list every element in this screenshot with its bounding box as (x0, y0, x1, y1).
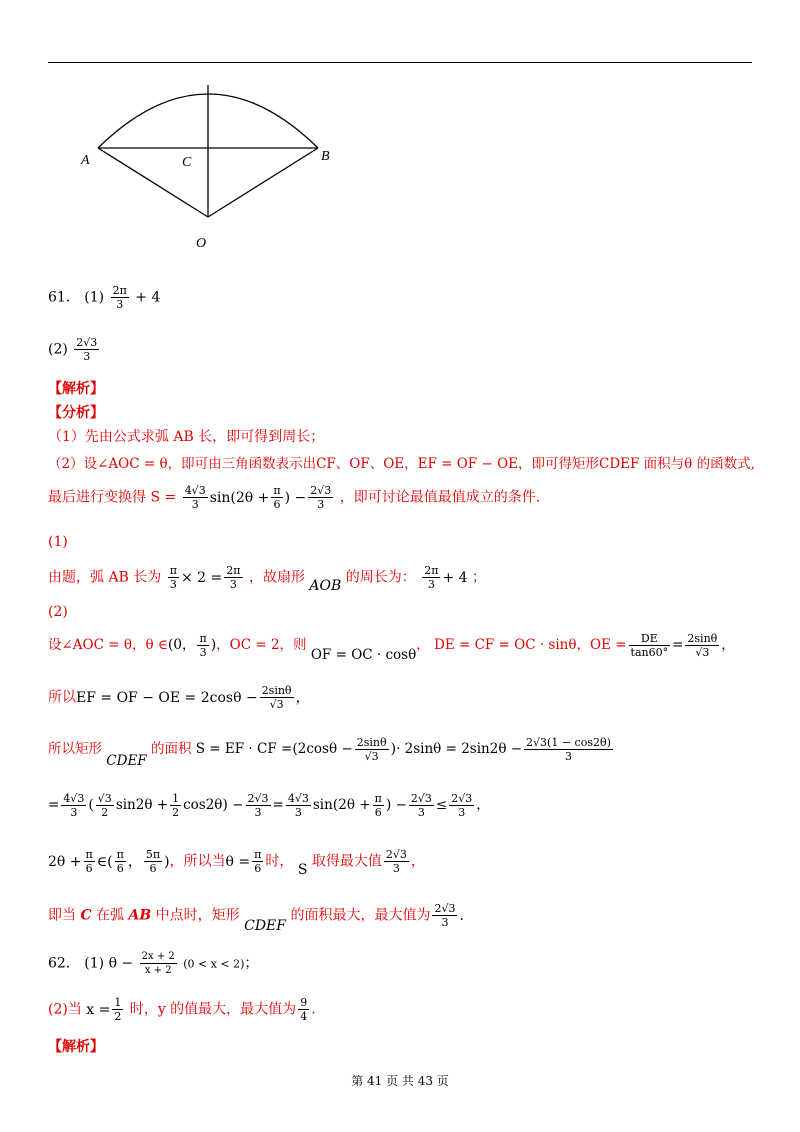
sol2-l6-cdef: CDEF (244, 917, 286, 934)
sol2-l5-a: ，所以当 (169, 853, 226, 870)
sol2-l5-s: S (297, 861, 308, 878)
sector-figure (78, 80, 348, 250)
q61-p1-num: 2π (112, 284, 127, 297)
q61-fenxi-2: （2）设∠AOC = θ，即可由三角函数表示出CF、OF、OE，EF = OF − OE，即可得矩形CDEF 面积与θ 的函数式, (48, 456, 755, 472)
q61-p2-num: 2√3 (76, 336, 98, 349)
q61-p1-label: (1) (84, 289, 105, 306)
sol2-l5-b: 时， (265, 853, 294, 870)
sol2-l6-c: C (80, 907, 92, 924)
q62-p1-num: 2x + 2 (141, 951, 175, 962)
q61-number: 61． (48, 289, 80, 306)
q62-p1-text: θ − (108, 955, 134, 972)
sol2-l6-e: 的面积最大，最大值为 (290, 907, 431, 924)
q62-analysis-heading: 【解析】 (48, 1039, 104, 1055)
q61-sol2-line2: 所以EF = OF − OE = 2cosθ − $\frac{2\sin\theta}{√3}$ ， (48, 684, 310, 711)
q62-p2-text: 时，y 的值最大，最大值为 (129, 1001, 297, 1018)
sol2-l6-b: 在弧 (96, 907, 125, 924)
q62-part1 (48, 950, 258, 977)
sol2-l1-c: ， DE = CF = OC · sinθ，OE = (416, 637, 627, 653)
fenxi-3-post: ，即可讨论最值最值成立的条件. (339, 489, 541, 506)
q62-p2-label: (2)当 (48, 1001, 82, 1018)
q61-sol2-line3: 所以矩形 CDEF 的面积 S = EF · CF =(2cosθ − $\frac{2\sin\theta}{√3}$ )· 2sinθ = 2sin2θ − $\frac{2√3(1 - \cos 2\theta)}{3}$ (48, 736, 611, 769)
sol2-l2-a: 所以 (48, 689, 76, 706)
radius-ob (208, 148, 318, 217)
q61-sol2-line6: 即当 C 在弧 AB 中点时，矩形 CDEF 的面积最大，最大值为 $\frac{2√3}{3}$ . (48, 902, 464, 934)
fenxi-frac-1: $\frac{4√3}{3}$ (184, 484, 206, 511)
q61-fenxi-1: （1）先由公式求弧 AB 长，即可得到周长； (48, 429, 325, 445)
q62-p2-end: . (311, 1001, 316, 1018)
q61-p1-tail: + 4 (135, 289, 161, 306)
sol2-l3-cdef: CDEF (106, 753, 147, 769)
q61-sol1-label: (1) (48, 534, 68, 550)
sol2-l3-c: S = EF · CF = (195, 741, 293, 757)
q61-p1-den: 3 (116, 298, 124, 311)
fenxi-3-pre: 最后进行变换得 S = (48, 489, 177, 506)
sol1-text-a: 由题，弧 AB 长为 (48, 569, 162, 586)
sol2-l5-c: 取得最大值 (311, 853, 382, 870)
q62-p1-cond: (0 < x < 2) (183, 957, 245, 971)
sol2-l1-b: ，OC = 2，则 (216, 637, 307, 653)
sol2-l4-b: cos2θ (183, 797, 223, 813)
label-a: A (81, 153, 90, 168)
q62-p1-den: x + 2 (144, 965, 172, 976)
q61-p2-frac (74, 336, 99, 363)
sol1-text-b: ，故扇形 (248, 569, 305, 586)
sol2-l2-b: EF = OF − OE = 2cosθ − (76, 689, 258, 706)
label-o: O (196, 236, 207, 250)
q61-fenxi-3: 最后进行变换得 S = $\frac{4√3}{3}$ sin(2θ + $\frac{\pi}{6}$ ) − $\frac{2√3}{3}$ ，即可讨论最值最值成立的条件. (48, 484, 541, 511)
q61-sol1-text: 由题，弧 AB 长为 $\frac{\pi}{3}$ × 2 = $\frac{2\pi}{3}$ ，故扇形 AOB 的周长为： $\frac{2\pi}{3}$ + 4 ； (48, 564, 486, 594)
q61-part2-answer (48, 336, 101, 363)
label-b: B (321, 149, 330, 164)
q61-p2-den: 3 (83, 350, 91, 363)
sol2-l3-b: 的面积 (150, 741, 192, 757)
q61-part1-answer (48, 284, 160, 311)
q61-sol2-line5: 2θ + $\frac{\pi}{6}$ ∈( $\frac{\pi}{6}$ ， $\frac{5\pi}{6}$ )，所以当θ = $\frac{\pi}{6}$ 时， S 取得最大值 $\frac{2√3}{3}$ ， (48, 848, 425, 878)
sol2-l6-a: 即当 (48, 907, 76, 924)
sol2-l1-a: 设∠AOC = θ，θ ∈ (48, 637, 168, 653)
sol2-l4: sin2θ + (115, 797, 169, 813)
sol2-l6-d: 中点时，矩形 (155, 907, 240, 924)
radius-oa (98, 148, 208, 217)
sol1-text-d: ； (472, 569, 486, 586)
header-rule (48, 62, 752, 63)
sol2-l3-d: · 2sinθ = 2sin2θ − (396, 741, 523, 757)
q61-p2-label: (2) (48, 341, 68, 358)
q62-p1-end: ； (244, 955, 259, 972)
q61-sol2-label: (2) (48, 604, 68, 620)
page-footer: 第 41 页 共 43 页 (351, 1074, 449, 1088)
q61-p1-frac (111, 284, 129, 311)
sol2-l3-a: 所以矩形 (48, 741, 102, 757)
sol2-l1-of: OF = OC · cosθ (310, 647, 417, 663)
q61-analysis-heading: 【解析】 (48, 381, 104, 397)
q61-fenxi-heading: 【分析】 (48, 405, 104, 421)
q62-p1-label: (1) (84, 955, 105, 972)
sol1-aob: AOB (309, 577, 342, 594)
sol2-l6-ab: AB (128, 907, 152, 924)
sol1-text-c: 的周长为： (345, 569, 416, 586)
q61-sol2-line4: = $\frac{4√3}{3}$ ( $\frac{√3}{2}$ sin2θ + $\frac{1}{2}$ cos2θ) − $\frac{2√3}{3}$ = $\frac{4√3}{3}$ sin(2θ + $\frac{\pi}{6}$ ) − $\frac{2√3}{3}$ ≤ $\frac{2√3}{3}$ ， (48, 792, 490, 819)
q61-sol2-line1: 设∠AOC = θ，θ ∈(0， $\frac{\pi}{3}$ )，OC = 2，则 OF = OC · cosθ， DE = CF = OC · sinθ，OE = $\frac{DE}{\tan 60^\circ}$ = $\frac{2\sin\theta}{√3}$ ， (48, 632, 735, 663)
label-c: C (182, 155, 192, 170)
q62-number: 62． (48, 955, 80, 972)
q62-part2: (2)当 x = $\frac{1}{2}$ 时，y 的值最大，最大值为 $\frac{9}{4}$ . (48, 996, 316, 1023)
q62-p2-x: x = (86, 1001, 111, 1018)
